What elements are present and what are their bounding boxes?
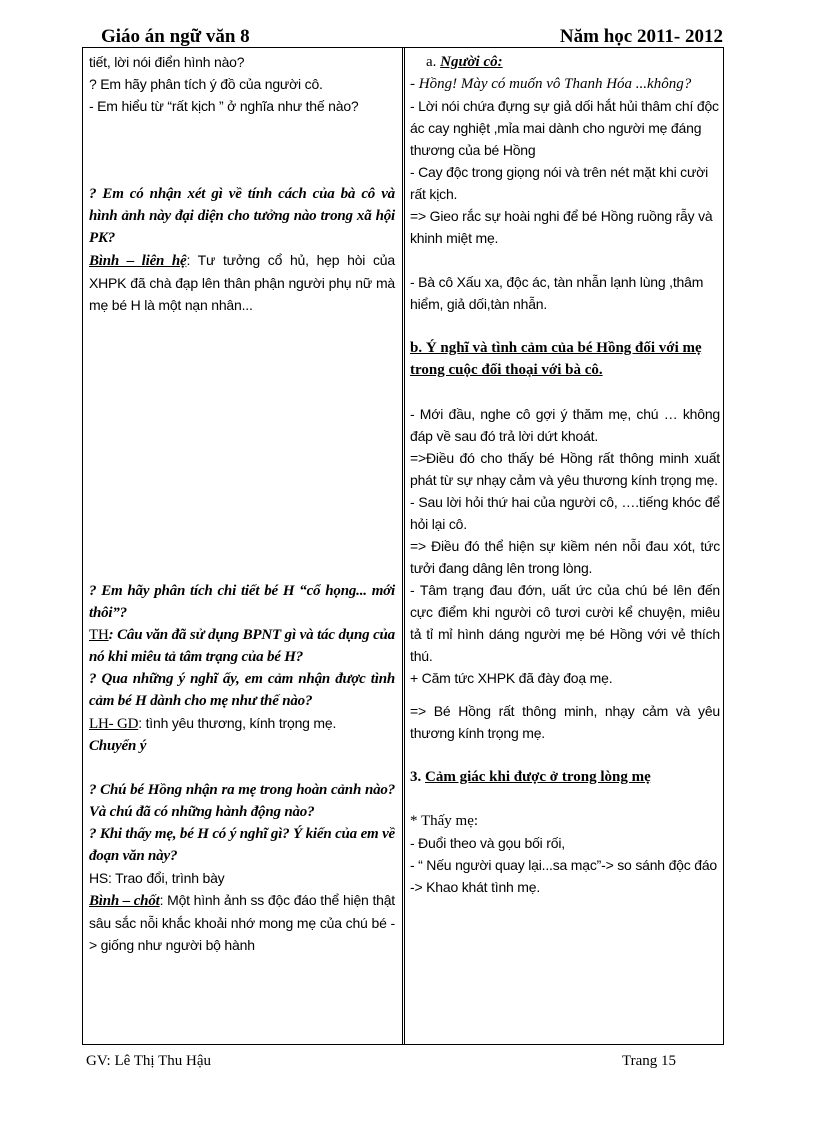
hong-second-reaction: - Sau lời hỏi thứ hai của người cô, ….tiếng khóc để hỏi lại cô. — [410, 494, 720, 532]
content-column — [410, 51, 720, 898]
question-feelings: ? Qua những ý nghĩ ấy, em cảm nhận được tình cảm bé H dành cho mẹ như thế nào? — [89, 671, 395, 709]
left-line-2: ? Em hãy phân tích ý đồ của người cô. — [89, 76, 323, 92]
left-line-1: tiết, lời nói điển hình nào? — [89, 54, 245, 70]
binh-lien-he-text: : Tư tưởng cổ hủ, hẹp hòi của XHPK đã chà đạp lên thân phận người phụ nữ mà mẹ bé H là một nạn nhân... — [89, 252, 395, 313]
column-divider — [402, 48, 405, 1044]
lesson-table — [82, 47, 724, 1045]
teacher-activity-column — [89, 51, 395, 956]
lhgd-text: : tình yêu thương, kính trọng mẹ. — [138, 715, 337, 731]
hong-conclusion: => Bé Hồng rất thông minh, nhạy cảm và yêu thương kính trọng mẹ. — [410, 703, 720, 741]
th-label: TH — [89, 627, 109, 643]
aunt-character-summary: - Bà cô Xấu xa, độc ác, tàn nhẫn lạnh lùng ,thâm hiểm, giả dối,tàn nhẫn. — [410, 274, 704, 312]
th-text: : Câu văn đã sử dụng BPNT gì và tác dụng của nó khi miêu tả tâm trạng của bé H? — [89, 627, 395, 665]
chasing-mother: - Đuổi theo và gọu bối rối, — [410, 835, 565, 851]
question-thoughts: ? Khi thấy mẹ, bé H có ý nghĩ gì? Ý kiến của em về đoạn văn này? — [89, 826, 395, 864]
th-question — [89, 624, 395, 668]
header-subject: Giáo án ngữ văn 8 — [101, 26, 250, 47]
section-3-title: Cảm giác khi được ở trong lòng mẹ — [425, 769, 651, 785]
section-3-number: 3. — [410, 769, 422, 785]
aunt-expression: - Cay độc trong giọng nói và trên nét mặt khi cười rất kịch. — [410, 164, 709, 202]
aunt-intention: => Gieo rắc sự hoài nghi để bé Hồng ruồng rẫy và khinh miệt mẹ. — [410, 208, 713, 246]
hong-first-reaction: - Mới đầu, nghe cô gợi ý thăm mẹ, chú … không đáp về sau đó trả lời dứt khoát. — [410, 406, 720, 444]
lh-gd — [89, 712, 395, 735]
lhgd-label: LH- GD — [89, 716, 139, 732]
aunt-quote: - Hồng! Mày có muốn vô Thanh Hóa ...không? — [410, 76, 692, 92]
hong-intelligence: =>Điều đó cho thấy bé Hồng rất thông minh xuất phát từ sự nhạy cảm và yêu thương kính trọng mẹ. — [410, 450, 720, 488]
left-line-3: - Em hiểu từ “rất kịch ” ở nghĩa như thế nào? — [89, 98, 359, 114]
aunt-speech-analysis: - Lời nói chứa đựng sự giả dối hắt hủi thâm chí độc ác cay nghiệt ,mỉa mai dành cho người mẹ đáng thương của bé Hồng — [410, 98, 719, 158]
longing-for-mother: -> Khao khát tình mẹ. — [410, 879, 541, 895]
binh-chot — [89, 889, 395, 956]
section-a-heading — [410, 51, 720, 73]
binh-chot-text: : Một hình ảnh ss độc đáo thể hiện thật sâu sắc nỗi khắc khoải nhớ mong mẹ của chú bé -> giống như người bộ hành — [89, 892, 395, 953]
seeing-mother-label: * Thấy mẹ: — [410, 813, 479, 829]
header-school-year: Năm học 2011- 2012 — [559, 26, 723, 47]
desert-comparison — [410, 854, 720, 876]
footer-page-number: Trang 15 — [621, 1053, 676, 1069]
question-throat-detail: ? Em hãy phân tích chi tiết bé H “cổ họng... mới thôi”? — [89, 583, 395, 621]
hong-peak-emotion: - Tâm trạng đau đớn, uất ức của chú bé lên đến cực điểm khi người cô tươi cười kể chuyện, miêu tả tỉ mỉ hình dáng người mẹ bé Hồng với vẻ thích thú. — [410, 582, 720, 664]
section-3-heading — [410, 766, 720, 788]
hong-suppressed-pain: => Điều đó thể hiện sự kiềm nén nỗi đau xót, tức tưởi đang dâng lên trong lòng. — [410, 538, 720, 576]
desert-analysis: -> so sánh độc đáo — [601, 857, 717, 873]
desert-quote: - “ Nếu người quay lại...sa mạc” — [410, 857, 602, 873]
question-recognize-mother: ? Chú bé Hồng nhận ra mẹ trong hoàn cảnh nào?Và chú đã có những hành động nào? — [89, 782, 395, 820]
hong-resentment: + Căm tức XHPK đã đày đoạ mẹ. — [410, 670, 613, 686]
binh-lien-he-label: Bình – liên hệ — [89, 253, 187, 269]
chuyen-y: Chuyển ý — [89, 738, 147, 754]
question-aunt-character: ? Em có nhận xét gì về tính cách của bà cô và hình ảnh này đại diện cho tưởng nào trong xã hội PK? — [89, 186, 395, 246]
section-a-title: Người cô: — [440, 54, 503, 70]
binh-chot-label: Bình – chốt — [89, 893, 160, 909]
hs-activity: HS: Trao đổi, trình bày — [89, 870, 225, 886]
binh-lien-he — [89, 249, 395, 316]
footer-teacher: GV: Lê Thị Thu Hậu — [86, 1053, 211, 1069]
section-b-title: b. Ý nghĩ và tình cảm của bé Hồng đối với mẹ trong cuộc đối thoại với bà cô. — [410, 340, 702, 378]
section-a-number: a. — [426, 54, 437, 70]
